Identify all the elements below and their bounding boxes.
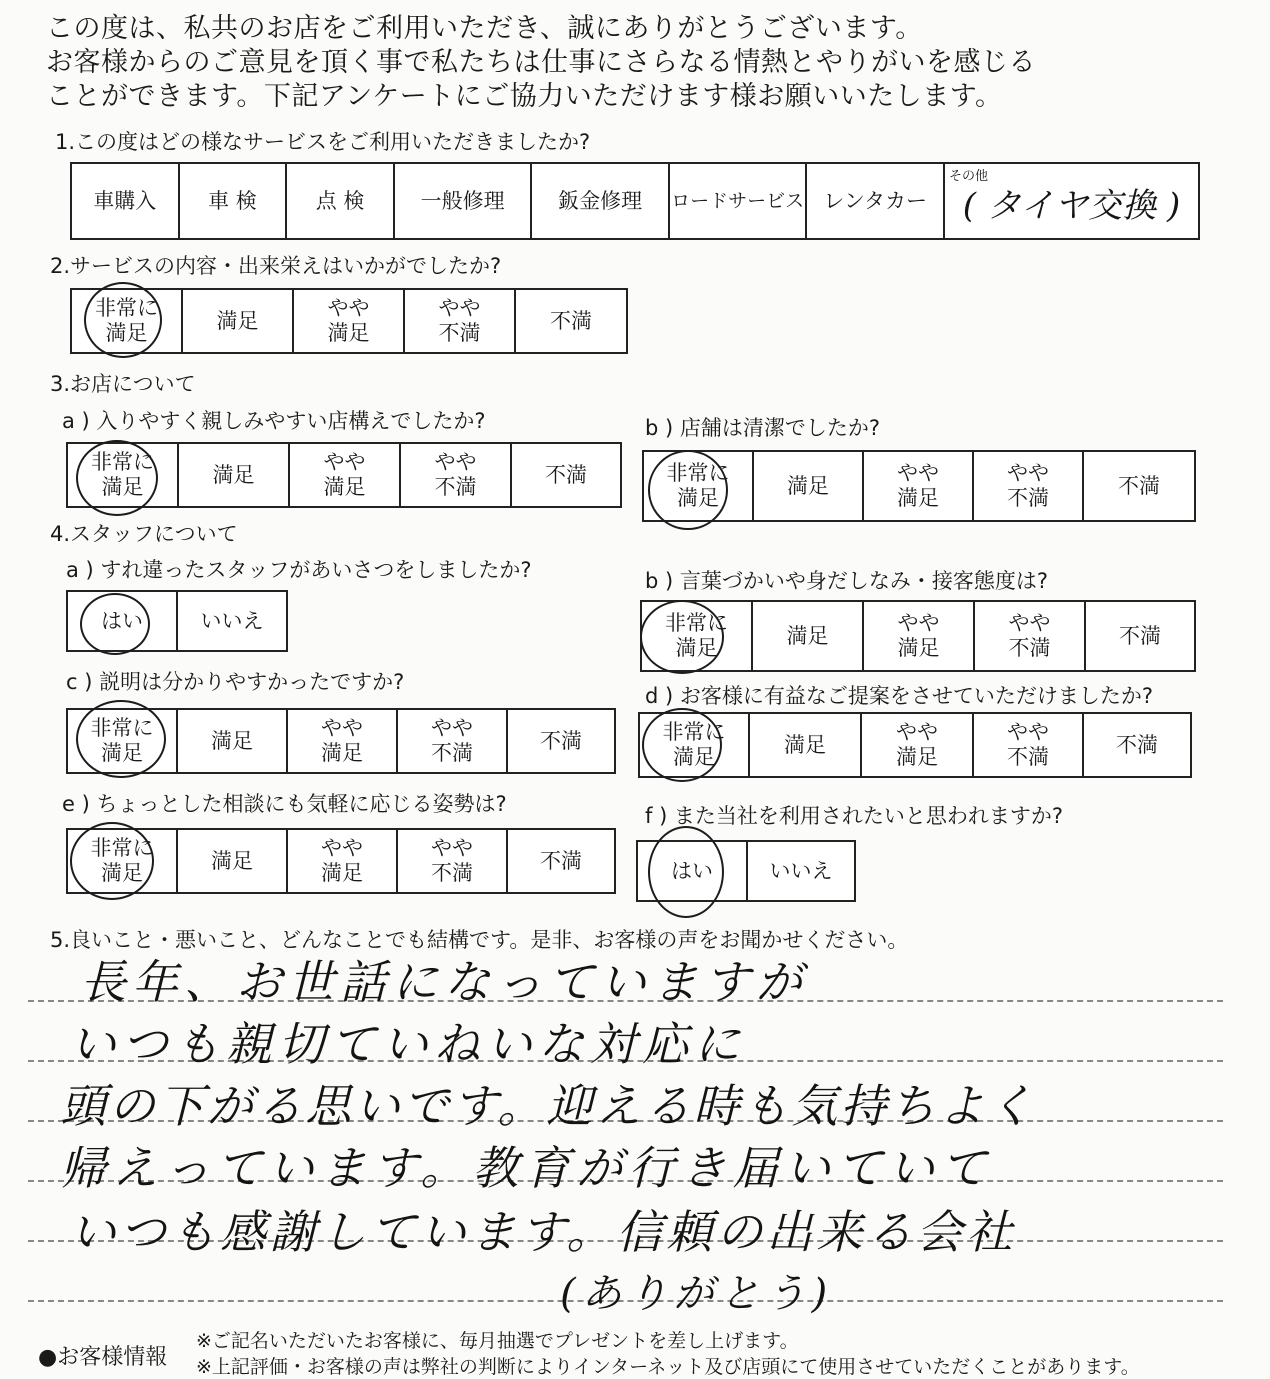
- q4f-yesno: [636, 840, 856, 902]
- footer-note-2: ※上記評価・お客様の声は弊社の判断によりインターネット及び店頭にて使用させていただくことがあります。: [196, 1356, 1140, 1378]
- comment-line-1: 長年、お世話になっていますが: [80, 955, 808, 1009]
- q1-option-general-repair[interactable]: 一般修理: [395, 164, 533, 238]
- q1-other-label: その他: [948, 169, 988, 184]
- q4c-satisfied[interactable]: 満足: [178, 710, 288, 772]
- intro-line-1: この度は、私共のお店をご利用いただき、誠にありがとうございます。: [46, 13, 923, 44]
- q4d-somewhat-satisfied[interactable]: やや 満足: [862, 714, 974, 776]
- q1-option-check[interactable]: 点 検: [287, 164, 395, 238]
- comment-line-2: いつも親切ていねいな対応に: [70, 1017, 746, 1071]
- q5-label: 5.良いこと・悪いこと、どんなことでも結構です。是非、お客様の声をお聞かせください。: [50, 928, 909, 952]
- q4f-no[interactable]: いいえ: [769, 858, 833, 883]
- q4e-dissatisfied[interactable]: 不満: [540, 848, 582, 873]
- q4c-very-satisfied[interactable]: 非常に 満足: [68, 710, 178, 772]
- q3a-rating: [66, 442, 622, 508]
- comment-line-5: いつも感謝しています。信頼の出来る会社: [70, 1205, 1017, 1259]
- q4e-label: e ) ちょっとした相談にも気軽に応じる姿勢は?: [62, 792, 507, 816]
- q1-option-rental-car[interactable]: レンタカー: [807, 164, 945, 238]
- q1-option-road-service[interactable]: ロードサービス: [670, 164, 808, 238]
- q4b-very-satisfied[interactable]: 非常に 満足: [642, 602, 753, 670]
- q4c-dissatisfied[interactable]: 不満: [540, 728, 582, 753]
- q3b-rating: [642, 450, 1196, 522]
- customer-info-heading: ●お客様情報: [38, 1345, 168, 1370]
- q4d-dissatisfied[interactable]: 不満: [1116, 732, 1158, 757]
- q3a-satisfied[interactable]: 満足: [179, 444, 290, 506]
- intro-line-3: ことができます。下記アンケートにご協力いただけます様お願いいたします。: [46, 81, 1003, 112]
- q1-option-other[interactable]: [945, 164, 1198, 238]
- q4d-satisfied[interactable]: 満足: [750, 714, 862, 776]
- q4f-label: f ) また当社を利用されたいと思われますか?: [645, 804, 1064, 828]
- intro-line-2: お客様からのご意見を頂く事で私たちは仕事にさらなる情熱とやりがいを感じる: [46, 47, 1036, 78]
- q4a-yes[interactable]: はい: [68, 592, 178, 650]
- q1-option-inspection[interactable]: 車 検: [180, 164, 288, 238]
- q3b-dissatisfied[interactable]: 不満: [1118, 473, 1160, 498]
- q4c-somewhat-satisfied[interactable]: やや 満足: [288, 710, 398, 772]
- q1-option-car-purchase[interactable]: 車購入: [72, 164, 180, 238]
- q3a-label: a ) 入りやすく親しみやすい店構えでしたか?: [62, 409, 486, 433]
- q2-label: 2.サービスの内容・出来栄えはいかがでしたか?: [50, 254, 502, 278]
- q2-somewhat-satisfied[interactable]: やや 満足: [294, 290, 405, 352]
- q3a-very-satisfied[interactable]: 非常に 満足: [68, 444, 179, 506]
- q4d-somewhat-dissatisfied[interactable]: やや 不満: [974, 714, 1084, 776]
- q2-very-satisfied[interactable]: 非常に 満足: [72, 290, 183, 352]
- q3b-somewhat-satisfied[interactable]: やや 満足: [864, 452, 974, 520]
- q4e-somewhat-satisfied[interactable]: やや 満足: [288, 830, 398, 892]
- comment-line-3: 頭の下がる思いです。迎える時も気持ちよく: [60, 1079, 1037, 1133]
- q4a-yesno: [66, 590, 288, 652]
- q4a-no[interactable]: いいえ: [200, 608, 264, 633]
- q4b-dissatisfied[interactable]: 不満: [1119, 623, 1161, 648]
- q4d-very-satisfied[interactable]: 非常に 満足: [640, 714, 750, 776]
- q4b-rating: [640, 600, 1196, 672]
- q4-label: 4.スタッフについて: [50, 522, 238, 546]
- q4c-somewhat-dissatisfied[interactable]: やや 不満: [398, 710, 508, 772]
- q4e-somewhat-dissatisfied[interactable]: やや 不満: [398, 830, 508, 892]
- q3-label: 3.お店について: [50, 372, 196, 396]
- q2-satisfied[interactable]: 満足: [183, 290, 294, 352]
- comment-line-4: 帰えっています。教育が行き届いていて: [60, 1141, 993, 1195]
- q1-option-body-repair[interactable]: 鈑金修理: [532, 164, 670, 238]
- q4b-somewhat-satisfied[interactable]: やや 満足: [864, 602, 975, 670]
- q4b-somewhat-dissatisfied[interactable]: やや 不満: [975, 602, 1086, 670]
- q4e-very-satisfied[interactable]: 非常に 満足: [68, 830, 178, 892]
- q4c-rating: [66, 708, 616, 774]
- q3b-satisfied[interactable]: 満足: [754, 452, 864, 520]
- q3a-dissatisfied[interactable]: 不満: [545, 462, 587, 487]
- q4e-satisfied[interactable]: 満足: [178, 830, 288, 892]
- q4c-label: c ) 説明は分かりやすかったですか?: [66, 670, 405, 694]
- q3a-somewhat-satisfied[interactable]: やや 満足: [290, 444, 401, 506]
- q2-somewhat-dissatisfied[interactable]: やや 不満: [405, 290, 516, 352]
- q2-dissatisfied[interactable]: 不満: [550, 308, 592, 333]
- q1-label: 1.この度はどの様なサービスをご利用いただきましたか?: [55, 130, 591, 154]
- q4b-satisfied[interactable]: 満足: [753, 602, 864, 670]
- q2-rating: [70, 288, 628, 354]
- q1-other-handwritten: ( タイヤ交換 ): [962, 185, 1181, 226]
- q4f-yes[interactable]: はい: [638, 842, 748, 900]
- intro-text: [46, 12, 1256, 114]
- q4d-rating: [638, 712, 1192, 778]
- q4d-label: d ) お客様に有益なご提案をさせていただけましたか?: [645, 684, 1154, 708]
- footer-note-1: ※ご記名いただいたお客様に、毎月抽選でプレゼントを差し上げます。: [196, 1330, 799, 1352]
- q3b-label: b ) 店舗は清潔でしたか?: [645, 416, 881, 440]
- q3b-very-satisfied[interactable]: 非常に 満足: [644, 452, 754, 520]
- q4a-label: a ) すれ違ったスタッフがあいさつをしましたか?: [66, 558, 532, 582]
- comment-line-6: (ありがとう): [560, 1271, 834, 1317]
- q4e-rating: [66, 828, 616, 894]
- q3a-somewhat-dissatisfied[interactable]: やや 不満: [401, 444, 512, 506]
- q1-options: [70, 162, 1200, 240]
- q4b-label: b ) 言葉づかいや身だしなみ・接客態度は?: [645, 569, 1049, 593]
- q3b-somewhat-dissatisfied[interactable]: やや 不満: [974, 452, 1084, 520]
